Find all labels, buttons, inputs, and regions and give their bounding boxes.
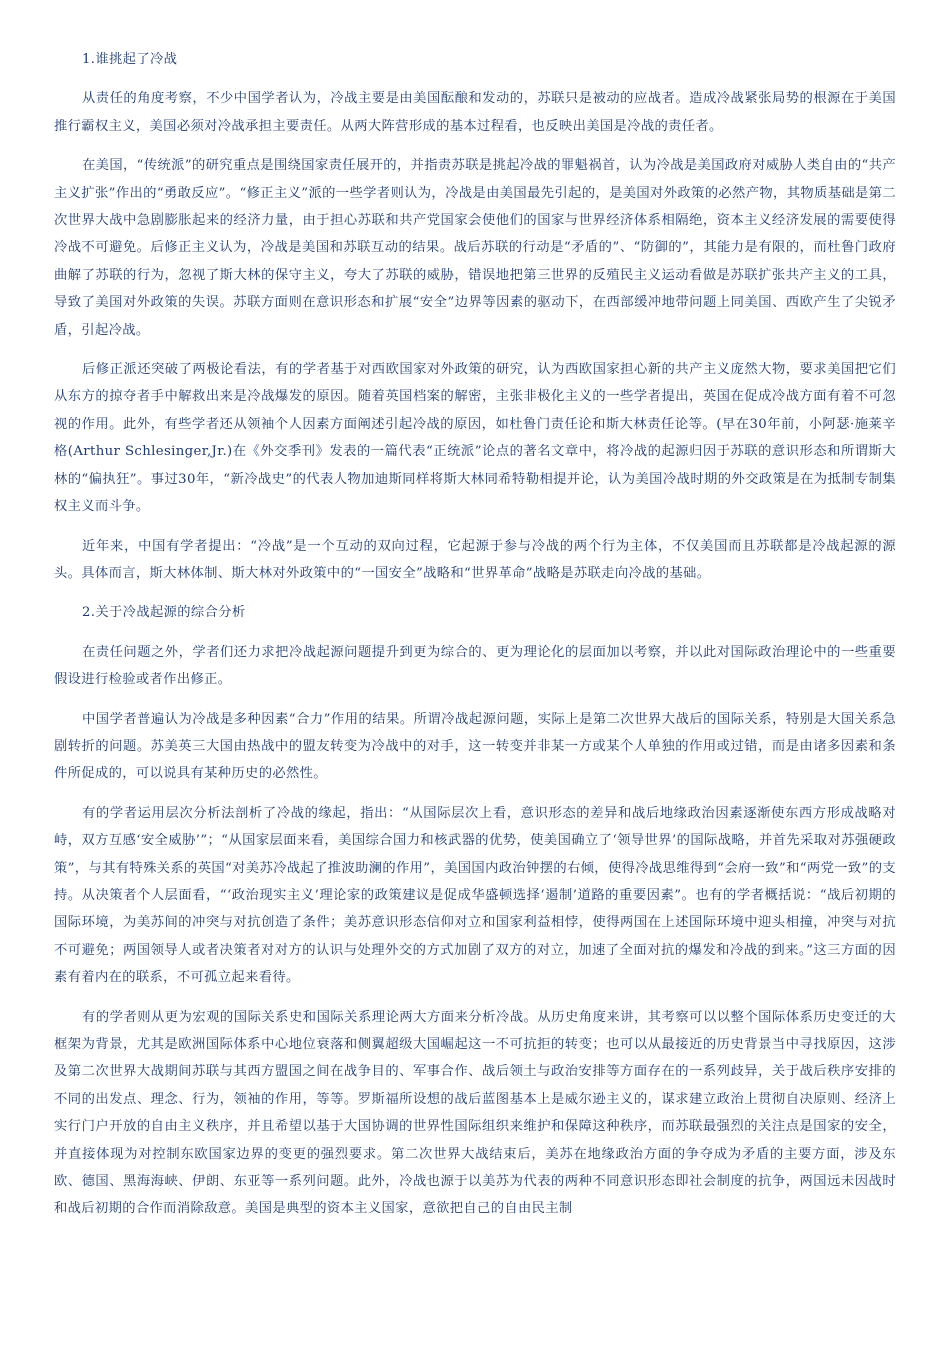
paragraph-responsibility: 从责任的角度考察，不少中国学者认为，冷战主要是由美国酝酿和发动的，苏联只是被动的应战者。造成冷战紧张局势的根源在于美国推行霸权主义，美国必须对冷战承担主要责任。从两大阵营形成的基本过程看，也反映出美国是冷战的责任者。 [54, 91, 896, 134]
paragraph-macro-history: 有的学者则从更为宏观的国际关系史和国际关系理论两大方面来分析冷战。从历史角度来讲，其考察可以以整个国际体系历史变迁的大框架为背景，尤其是欧洲国际体系中心地位衰落和侧翼超级大国崛起这一不可抗拒的转变；也可以从最接近的历史背景当中寻找原因，这涉及第二次世界大战期间苏联与其西方盟国之间在战争目的、军事合作、战后领土与政治安排等方面存在的一系列歧异，关于战后秩序安排的不同的出发点、理念、行为，领袖的作用，等等。罗斯福所设想的战后蓝图基本上是威尔逊主义的，谋求建立政治上贯彻自决原则、经济上实行门户开放的自由主义秩序，并且希望以基于大国协调的世界性国际组织来维护和保障这种秩序，而苏联最强烈的关注点是国家的安全，并直接体现为对控制东欧国家边界的变更的强烈要求。第二次世界大战结束后，美苏在地缘政治方面的争夺成为矛盾的主要方面，涉及东欧、德国、黑海海峡、伊朗、东亚等一系列问题。此外，冷战也源于以美苏为代表的两种不同意识形态即社会制度的抗争，两国远未因战时和战后初期的合作而消除敌意。美国是典型的资本主义国家，意欲把自己的自由民主制 [54, 1009, 896, 1217]
paragraph-post-revisionism: 后修正派还突破了两极论看法，有的学者基于对西欧国家对外政策的研究，认为西欧国家担心新的共产主义庞然大物，要求美国把它们从东方的掠夺者手中解救出来是冷战爆发的原因。随着英国档案的解密，主张非极化主义的一些学者提出，英国在促成冷战方面有着不可忽视的作用。此外，有些学者还从领袖个人因素方面阐述引起冷战的原因，如杜鲁门责任论和斯大林责任论等。(早在30年前，小阿瑟·施莱辛格(Arthur Schlesinger,Jr.)在《外交季刊》发表的一篇代表“正统派”论点的著名文章中，将冷战的起源归因于苏联的意识形态和所谓斯大林的“偏执狂”。事过30年，“新冷战史”的代表人物加迪斯同样将斯大林同希特勒相提并论，认为美国冷战时期的外交政策是在为抵制专制集权主义而斗争。 [54, 362, 896, 515]
document-page [54, 46, 896, 1235]
paragraph-level-analysis: 有的学者运用层次分析法剖析了冷战的缘起，指出：“从国际层次上看，意识形态的差异和战后地缘政治因素逐渐使东西方形成战略对峙，双方互感‘安全威胁’”；“从国家层面来看，美国综合国力和核武器的优势，使美国确立了‘领导世界’的国际战略，并首先采取对苏强硬政策”，与其有特殊关系的英国“对美苏冷战起了推波助澜的作用”，美国国内政治钟摆的右倾，使得冷战思维得到“会府一致”和“两党一致”的支持。从决策者个人层面看，“‘政治现实主义’理论家的政策建议是促成华盛顿选择‘遏制’道路的重要因素”。也有的学者概括说：“战后初期的国际环境，为美苏间的冲突与对抗创造了条件；美苏意识形态信仰对立和国家利益相悖，使得两国在上述国际环境中迎头相撞，冲突与对抗不可避免；两国领导人或者决策者对对方的认识与处理外交的方式加剧了双方的对立，加速了全面对抗的爆发和冷战的到来。”这三方面的因素有着内在的联系，不可孤立起来看待。 [54, 805, 896, 986]
paragraph-combined-forces: 中国学者普遍认为冷战是多种因素“合力”作用的结果。所谓冷战起源问题，实际上是第二次世界大战后的国际关系，特别是大国关系急剧转折的问题。苏美英三大国由热战中的盟友转变为冷战中的对手，这一转变并非某一方或某个人单独的作用或过错，而是由诸多因素和条件所促成的，可以说具有某种历史的必然性。 [54, 711, 896, 782]
section-heading-who-started: 1.谁挑起了冷战 [82, 52, 178, 67]
paragraph-beyond-responsibility: 在责任问题之外，学者们还力求把冷战起源问题提升到更为综合的、更为理论化的层面加以考察，并以此对国际政治理论中的一些重要假设进行检验或者作出修正。 [54, 644, 896, 688]
paragraph-interactive-process: 近年来，中国有学者提出：“冷战”是一个互动的双向过程，它起源于参与冷战的两个行为主体，不仅美国而且苏联都是冷战起源的源头。具体而言，斯大林体制、斯大林对外政策中的“一国安全”战略和“世界革命”战略是苏联走向冷战的基础。 [54, 538, 896, 581]
paragraph-us-schools: 在美国，“传统派”的研究重点是围绕国家责任展开的，并指责苏联是挑起冷战的罪魁祸首，认为冷战是美国政府对威胁人类自由的“共产主义扩张”作出的“勇敢反应”。“修正主义”派的一些学者则认为，冷战是由美国最先引起的，是美国对外政策的必然产物，其物质基础是第二次世界大战中急剧膨胀起来的经济力量，由于担心苏联和共产党国家会使他们的国家与世界经济体系相隔绝，资本主义经济发展的需要使得冷战不可避免。后修正主义认为，冷战是美国和苏联互动的结果。战后苏联的行动是“矛盾的”、“防御的”，其能力是有限的，而杜鲁门政府曲解了苏联的行为，忽视了斯大林的保守主义，夸大了苏联的威胁，错误地把第三世界的反殖民主义运动看做是苏联扩张共产主义的工具，导致了美国对外政策的失误。苏联方面则在意识形态和扩展“安全”边界等因素的驱动下，在西部缓冲地带问题上同美国、西欧产生了尖锐矛盾，引起冷战。 [54, 158, 896, 338]
section-heading-origins-analysis: 2.关于冷战起源的综合分析 [82, 605, 246, 621]
